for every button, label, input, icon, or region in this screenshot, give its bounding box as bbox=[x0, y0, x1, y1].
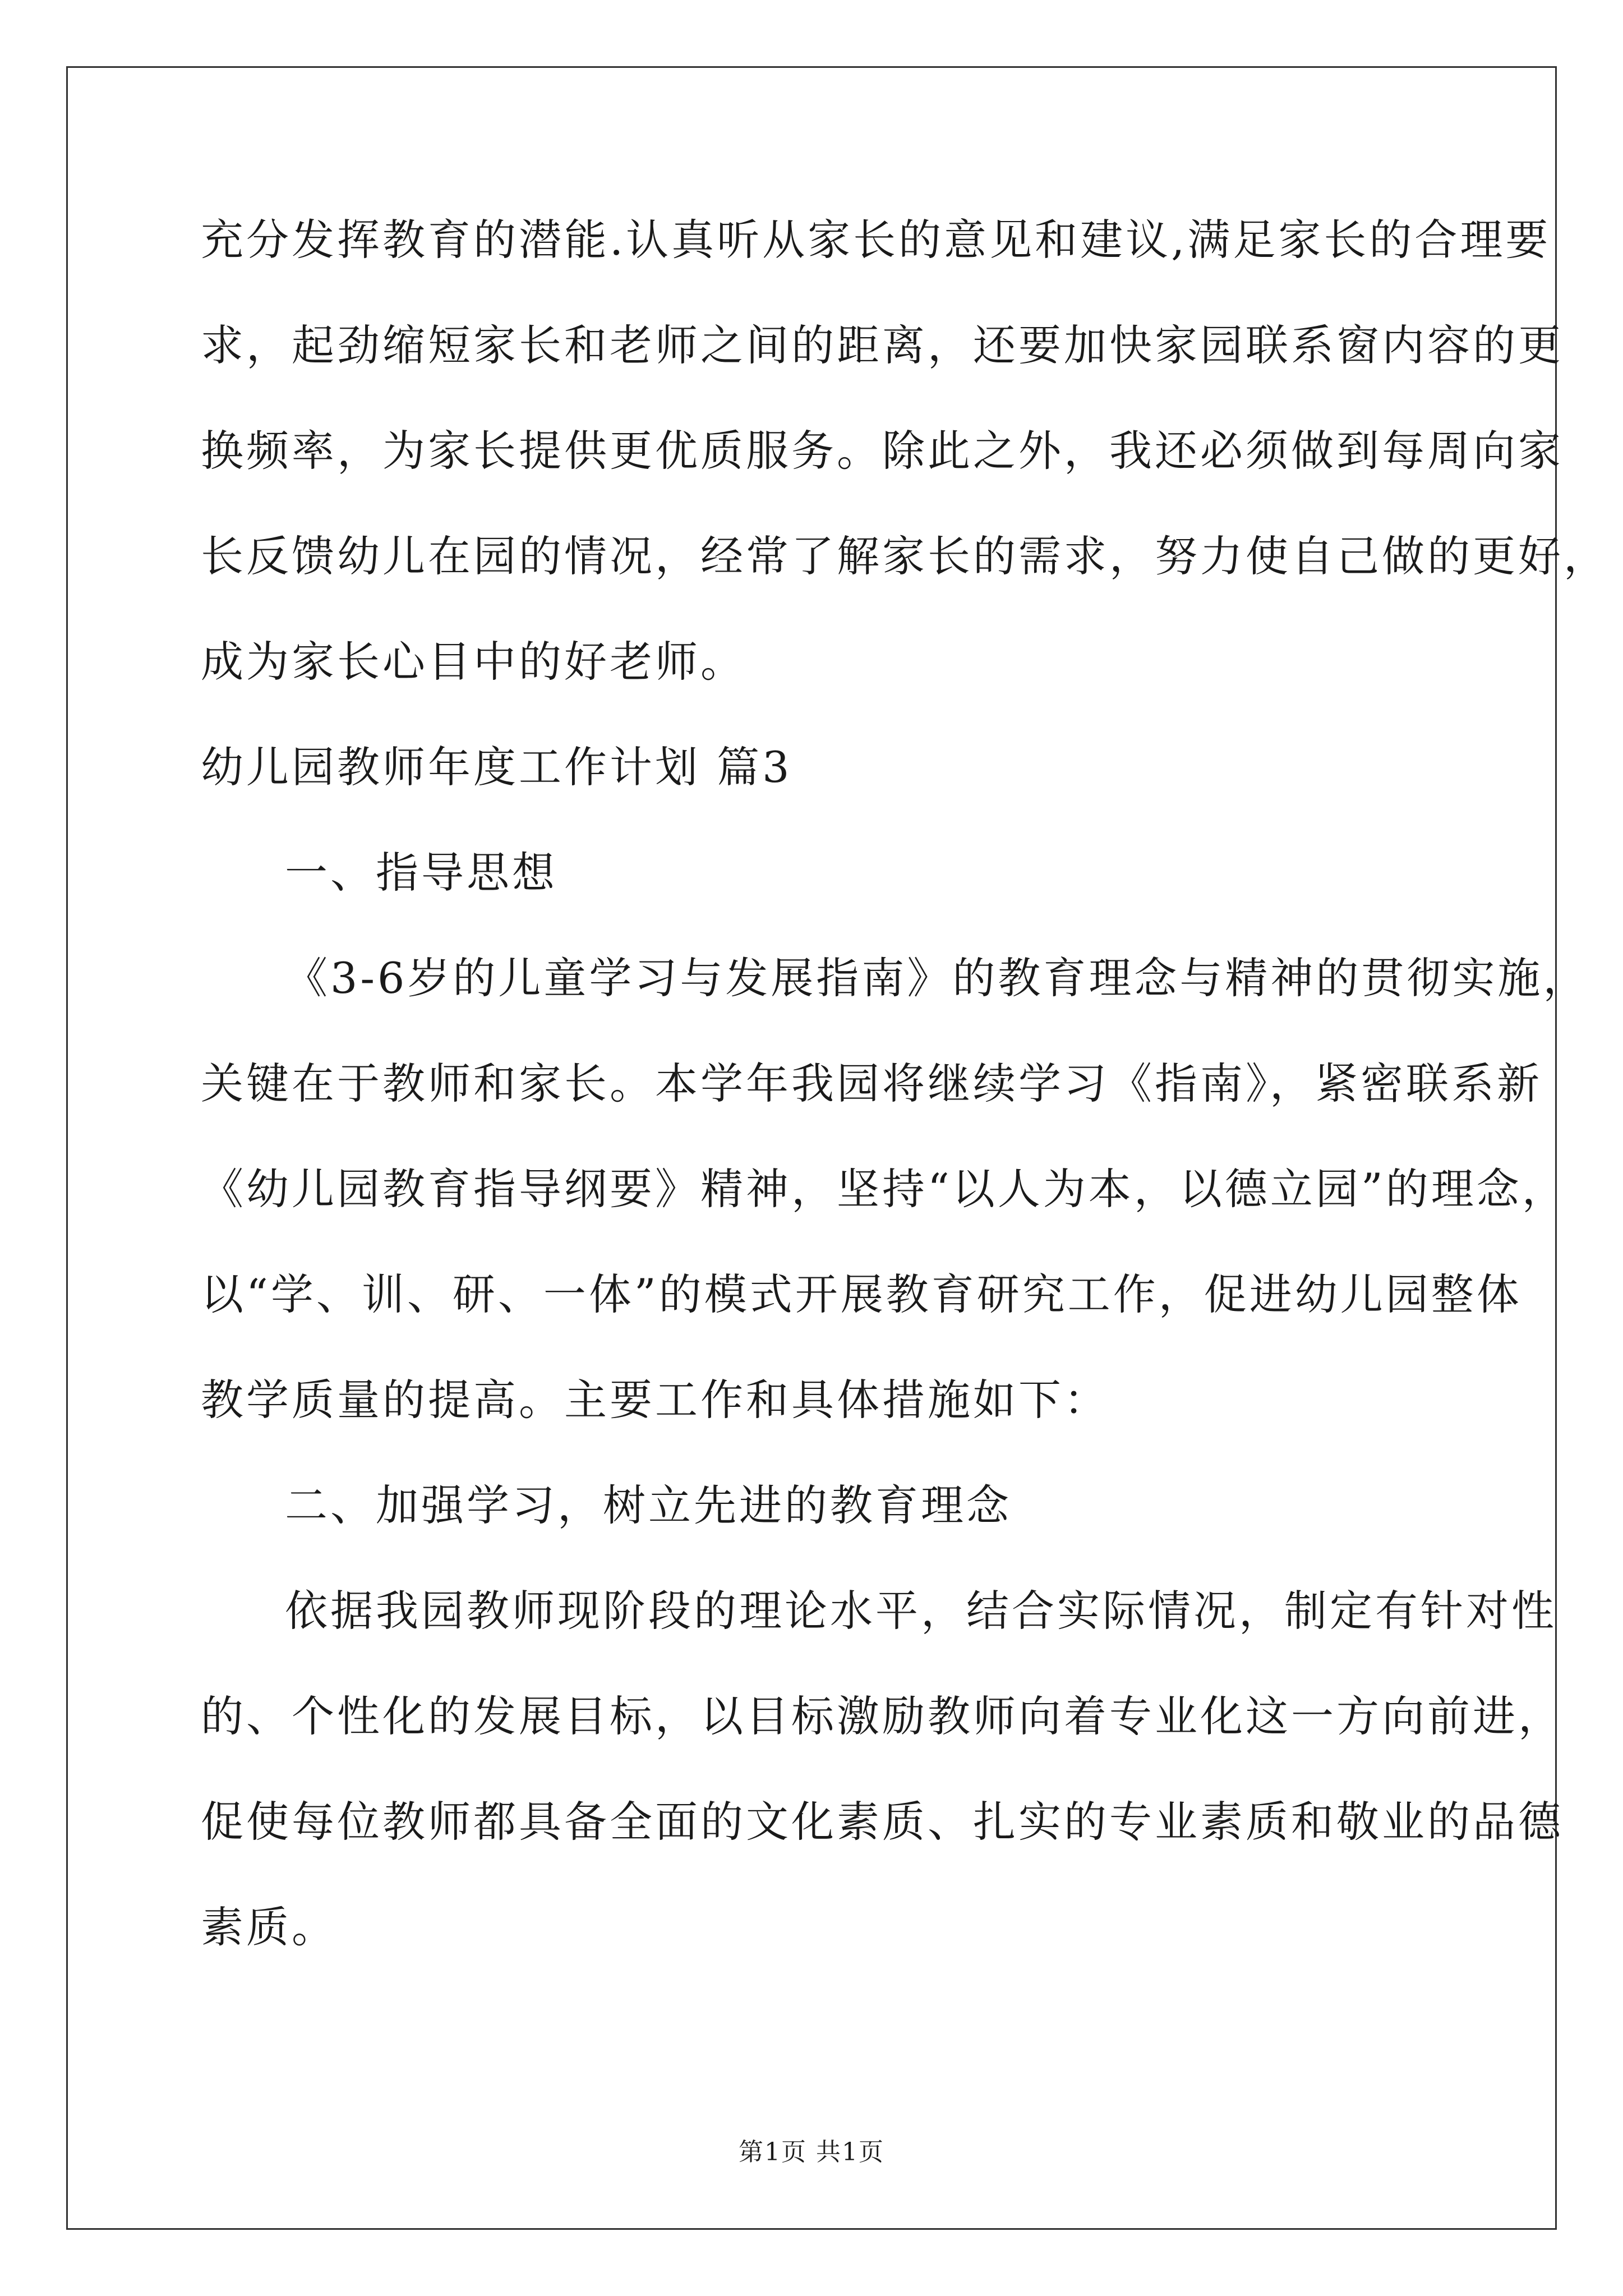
paragraph-line: 《幼儿园教育指导纲要》精神，坚持“以人为本，以德立园”的理念， bbox=[201, 1164, 1567, 1214]
paragraph-line: 《3-6岁的儿童学习与发展指南》的教育理念与精神的贯彻实施， bbox=[285, 953, 1589, 1003]
paragraph-line: 的、个性化的发展目标，以目标激励教师向着专业化这一方向前进， bbox=[201, 1691, 1564, 1741]
paragraph-line: 长反馈幼儿在园的情况，经常了解家长的需求，努力使自己做的更好， bbox=[201, 531, 1609, 581]
paragraph-line: 教学质量的提高。主要工作和具体措施如下： bbox=[201, 1375, 1109, 1425]
paragraph-line: 充分发挥教育的潜能.认真听从家长的意见和建议,满足家长的合理要 bbox=[201, 215, 1551, 265]
paragraph-line: 成为家长心目中的好老师。 bbox=[201, 637, 746, 687]
paragraph-line: 促使每位教师都具备全面的文化素质、扎实的专业素质和敬业的品德 bbox=[201, 1797, 1564, 1847]
paragraph-line: 依据我园教师现阶段的理论水平，结合实际情况，制定有针对性 bbox=[285, 1586, 1557, 1636]
paragraph-line: 换频率，为家长提供更优质服务。除此之外，我还必须做到每周向家 bbox=[201, 426, 1564, 476]
page-number-footer: 第1页 共1页 bbox=[739, 2138, 884, 2166]
paragraph-line: 求，起劲缩短家长和老师之间的距离，还要加快家园联系窗内容的更 bbox=[201, 320, 1564, 370]
section-title: 幼儿园教师年度工作计划 篇3 bbox=[201, 742, 792, 792]
paragraph-line: 以“学、训、研、一体”的模式开展教育研究工作，促进幼儿园整体 bbox=[201, 1269, 1522, 1319]
heading-guiding-thought: 一、指导思想 bbox=[285, 848, 557, 898]
paragraph-line: 素质。 bbox=[201, 1902, 337, 1952]
heading-strengthen-learning: 二、加强学习，树立先进的教育理念 bbox=[285, 1480, 1012, 1530]
paragraph-line: 关键在于教师和家长。本学年我园将继续学习《指南》，紧密联系新 bbox=[201, 1059, 1542, 1108]
